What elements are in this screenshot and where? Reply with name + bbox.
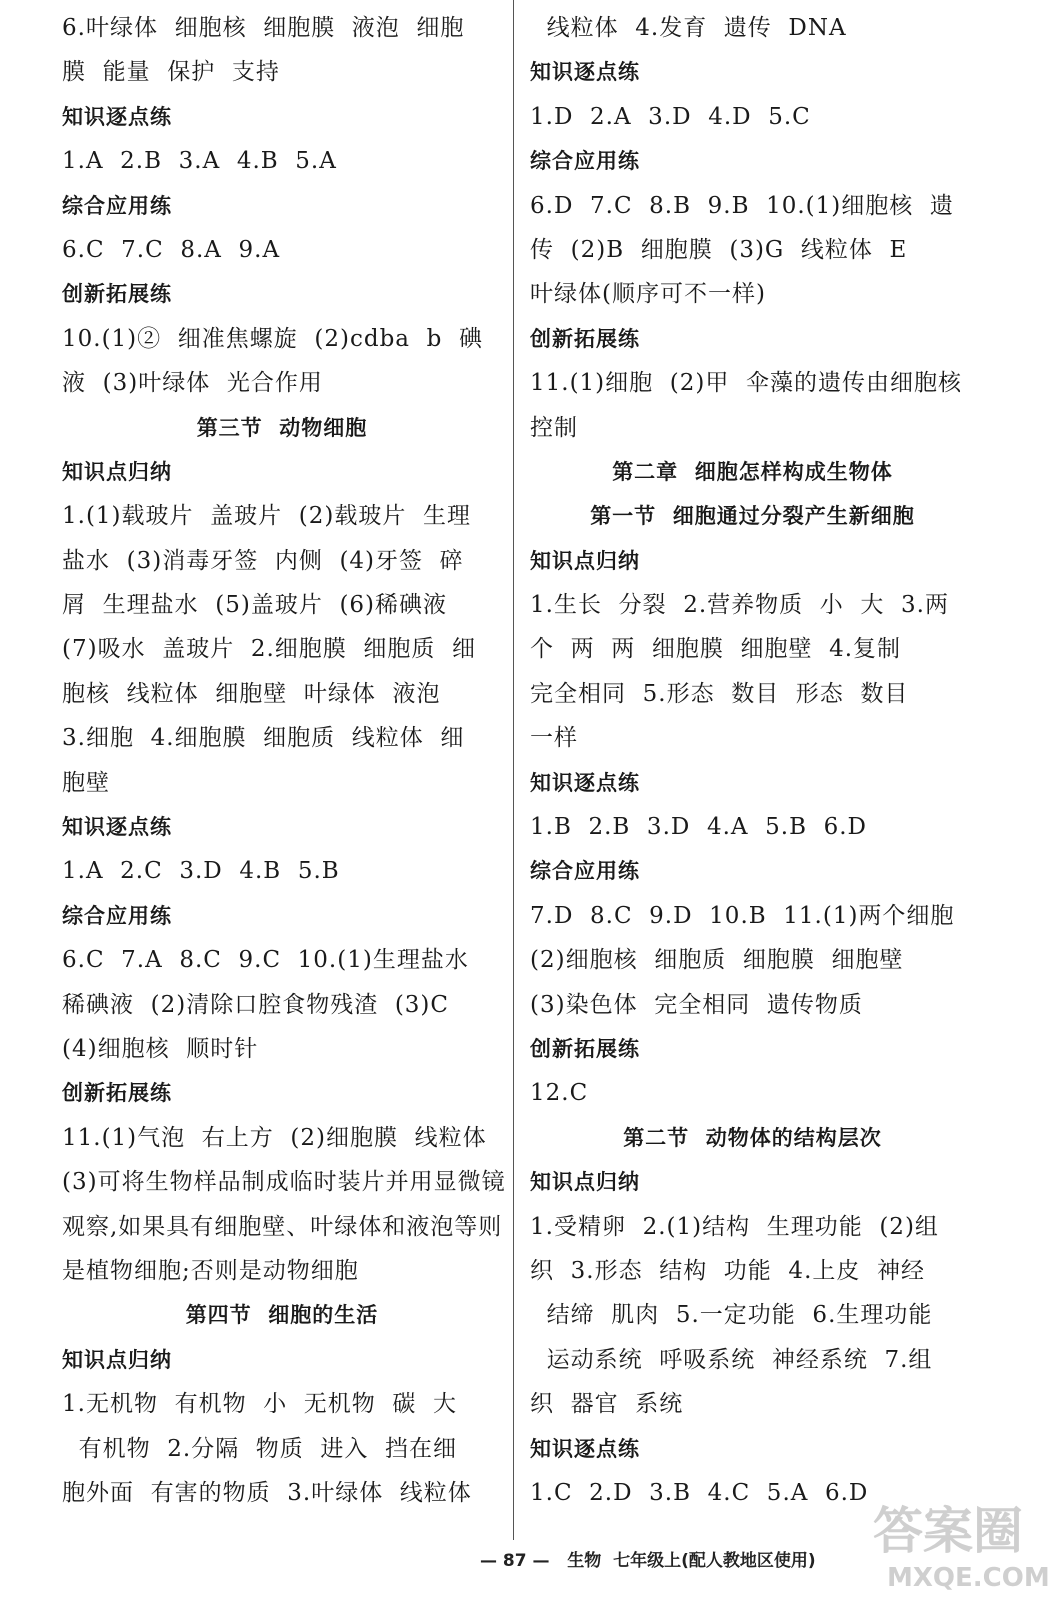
answer-line: 一样 [530, 725, 578, 752]
subsection-heading: 知识逐点练 [62, 815, 172, 840]
subsection-heading: 知识点归纳 [530, 548, 640, 573]
section-title: 第三节 动物细胞 [196, 415, 368, 440]
svg-text:答案圈: 答案圈 [873, 1502, 1023, 1560]
subsection-heading: 创新拓展练 [62, 1081, 172, 1106]
answer-line: 3.细胞 4.细胞膜 细胞质 线粒体 细 [62, 725, 465, 752]
answer-line: (4)细胞核 顺时针 [62, 1035, 259, 1062]
book-subject: 生物 七年级上(配人教地区使用) [567, 1551, 816, 1571]
answer-line: 1.受精卵 2.(1)结构 生理功能 (2)组 [530, 1213, 939, 1240]
answer-line: 6.D 7.C 8.B 9.B 10.(1)细胞核 遗 [530, 192, 954, 219]
subsection-heading: 知识点归纳 [62, 459, 172, 484]
answer-line: 1.B 2.B 3.D 4.A 5.B 6.D [530, 814, 867, 841]
answer-line: 6.C 7.A 8.C 9.C 10.(1)生理盐水 [62, 947, 469, 974]
answer-line: 有机物 2.分隔 物质 进入 挡在细 [62, 1435, 458, 1462]
watermark-logo [865, 1478, 1055, 1596]
subsection-heading: 综合应用练 [62, 903, 172, 928]
subsection-heading: 综合应用练 [62, 193, 172, 218]
answer-line: 叶绿体(顺序可不一样) [530, 281, 766, 308]
subsection-heading: 知识逐点练 [530, 1436, 640, 1461]
answer-line: (3)染色体 完全相同 遗传物质 [530, 991, 863, 1018]
answer-line: 织 器官 系统 [530, 1391, 684, 1418]
column-divider [513, 0, 514, 1540]
answer-line: (7)吸水 盖玻片 2.细胞膜 细胞质 细 [62, 636, 477, 663]
subsection-heading: 知识逐点练 [530, 770, 640, 795]
subsection-heading: 综合应用练 [530, 149, 640, 174]
subsection-heading: 综合应用练 [530, 859, 640, 884]
section-title: 第四节 细胞的生活 [185, 1303, 379, 1328]
answer-line: 是植物细胞;否则是动物细胞 [62, 1257, 359, 1284]
subsection-heading: 知识点归纳 [530, 1170, 640, 1195]
answer-line: 传 (2)B 细胞膜 (3)G 线粒体 E [530, 236, 908, 263]
left-column [62, 6, 506, 1515]
answer-line: 1.D 2.A 3.D 4.D 5.C [530, 103, 811, 130]
answer-line: (2)细胞核 细胞质 细胞膜 细胞壁 [530, 947, 904, 974]
subsection-heading: 知识逐点练 [530, 60, 640, 85]
answer-line: 6.C 7.C 8.A 9.A [62, 236, 281, 263]
answer-line: 6.叶绿体 细胞核 细胞膜 液泡 细胞 [62, 15, 465, 41]
answer-line: 11.(1)细胞 (2)甲 伞藻的遗传由细胞核 [530, 370, 962, 397]
answer-line: 胞外面 有害的物质 3.叶绿体 线粒体 [62, 1479, 472, 1506]
right-column [530, 6, 975, 1515]
answer-line: 1.无机物 有机物 小 无机物 碳 大 [62, 1391, 458, 1418]
answer-line: 膜 能量 保护 支持 [62, 59, 280, 86]
answer-line: 运动系统 呼吸系统 神经系统 7.组 [530, 1346, 933, 1373]
answer-line: 1.(1)载玻片 盖玻片 (2)载玻片 生理 [62, 503, 471, 530]
answer-line: 1.A 2.C 3.D 4.B 5.B [62, 858, 340, 885]
answer-line: 稀碘液 (2)清除口腔食物残渣 (3)C [62, 991, 450, 1018]
answer-line: 胞壁 [62, 769, 110, 796]
subsection-heading: 创新拓展练 [530, 326, 640, 351]
answer-line: 1.生长 分裂 2.营养物质 小 大 3.两 [530, 592, 949, 619]
subsection-heading: 创新拓展练 [62, 282, 172, 307]
answer-line: 11.(1)气泡 右上方 (2)细胞膜 线粒体 [62, 1124, 487, 1151]
section-title: 第二节 动物体的结构层次 [623, 1125, 882, 1150]
answer-line: 结缔 肌肉 5.一定功能 6.生理功能 [530, 1302, 933, 1329]
page-number: — 87 — [480, 1551, 550, 1571]
answer-line: 控制 [530, 414, 578, 441]
answer-line: 屑 生理盐水 (5)盖玻片 (6)稀碘液 [62, 592, 448, 619]
answer-line: 盐水 (3)消毒牙签 内侧 (4)牙签 碎 [62, 547, 464, 574]
answer-line: 完全相同 5.形态 数目 形态 数目 [530, 680, 909, 707]
subsection-heading: 知识点归纳 [62, 1347, 172, 1372]
answer-line: 胞核 线粒体 细胞壁 叶绿体 液泡 [62, 680, 441, 707]
answer-line: 液 (3)叶绿体 光合作用 [62, 370, 323, 397]
answer-line: (3)可将生物样品制成临时装片并用显微镜 [62, 1169, 506, 1196]
subsection-heading: 创新拓展练 [530, 1036, 640, 1061]
answer-line: 观察,如果具有细胞壁、叶绿体和液泡等则 [62, 1213, 503, 1240]
answer-line: 个 两 两 细胞膜 细胞壁 4.复制 [530, 636, 902, 663]
svg-text:MXQE.COM: MXQE.COM [887, 1563, 1050, 1593]
answer-line: 1.C 2.D 3.B 4.C 5.A 6.D [530, 1479, 869, 1506]
answer-line: 织 3.形态 结构 功能 4.上皮 神经 [530, 1257, 925, 1284]
subsection-heading: 知识逐点练 [62, 104, 172, 129]
answer-line: 线粒体 4.发育 遗传 DNA [530, 15, 847, 41]
answer-line: 12.C [530, 1080, 589, 1107]
answer-line: 7.D 8.C 9.D 10.B 11.(1)两个细胞 [530, 902, 955, 929]
section-title: 第二章 细胞怎样构成生物体 [612, 459, 893, 484]
answer-line: 10.(1)② 细准焦螺旋 (2)cdba b 碘 [62, 325, 483, 352]
section-title: 第一节 细胞通过分裂产生新细胞 [590, 504, 915, 529]
answer-line: 1.A 2.B 3.A 4.B 5.A [62, 148, 337, 175]
